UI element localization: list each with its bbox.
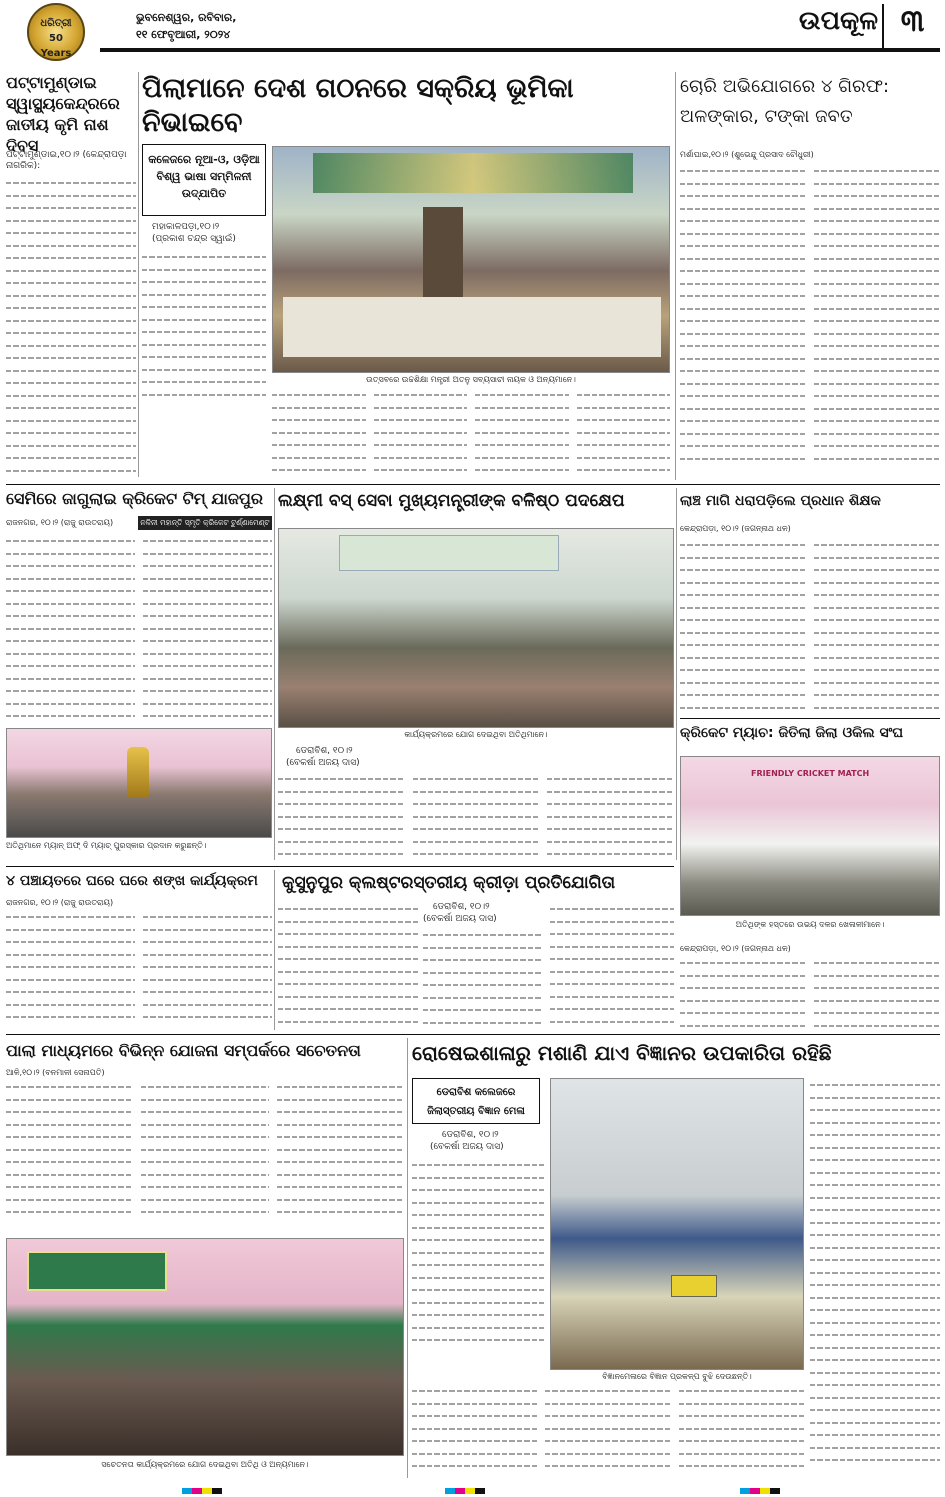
section-title: ଉପକୂଳ [798, 6, 878, 36]
body-text [142, 250, 266, 400]
stage-banner [339, 535, 559, 571]
column-rule [274, 488, 275, 860]
byline: ରାଜନଗର, ୧୦।୨ (ରାଜୁ ରାଉତରାୟ) [6, 518, 114, 527]
page-number: ୩ [900, 4, 925, 39]
photo-caption: ଅତିଥିମାନେ ମ୍ୟାନ୍ ଅଫ୍ ଦି ମ୍ୟାଚ୍ ପୁରସ୍କାର ପ୍ରଦାନ କରୁଛନ୍ତି। [6, 841, 207, 850]
headline: କ୍ରିକେଟ ମ୍ୟାଚ: ଜିତିଲା ଜିଲା ଓକିଲ ସଂଘ [680, 725, 904, 741]
horizontal-rule [680, 718, 940, 719]
byline-2: (ବେକର୍ଷା ଅଜୟ ଦାସ) [423, 914, 497, 924]
byline: ମହାକାଳପଡ଼ା,୧୦।୨ [152, 222, 220, 232]
headline: ସେମିରେ ଜାଗୁଲାଇ କ୍ରିକେଟ ଟିମ୍ ଯାଜପୁର [6, 489, 264, 508]
header-divider [882, 4, 884, 48]
byline: ମର୍ଶାଘାଇ,୧୦।୨ (ଶୁଭେନ୍ଦୁ ପ୍ରସାଦ ଚୌଧୁରୀ) [680, 150, 814, 159]
headline: ଲକ୍ଷ୍ମୀ ବସ୍ ସେବା ମୁଖ୍ୟମନ୍ତ୍ରୀଙ୍କ ବଳିଷ୍ଠ ପଦକ୍ଷେପ [278, 491, 625, 511]
stage-banner [313, 153, 633, 193]
stage-banner [27, 1251, 167, 1291]
subhead: ନଳିନୀ ମହାନ୍ତି ସ୍ମୃତି କ୍ରିକେଟ ଟୁର୍ଣ୍ଣାମେଣ୍ଟ [140, 518, 270, 527]
color-bar [182, 1488, 222, 1494]
byline-2: (ବେକର୍ଷା ଅଜୟ ଦାସ) [430, 1142, 504, 1152]
headline: ୪ ପଞ୍ଚାୟତରେ ଘରେ ଘରେ ଶଙ୍ଖ କାର୍ଯ୍ୟକ୍ରମ [6, 873, 258, 889]
byline: କେନ୍ଦ୍ରାପଡ଼ା, ୧୦।୨ (ଜଗନ୍ନାଥ ଧଳ) [680, 944, 791, 953]
headline: ପାଲା ମାଧ୍ୟମରେ ବିଭିନ୍ନ ଯୋଜନା ସମ୍ପର୍କରେ ସଚେତନତା [6, 1041, 361, 1060]
photo [278, 528, 674, 728]
byline: ଡେରାବିଶ, ୧୦।୨ [433, 902, 490, 912]
body-text [278, 902, 418, 1030]
body-text-3 [810, 1078, 940, 1478]
body-text [278, 772, 674, 862]
body-text [6, 910, 272, 1032]
subhead: ଡେରାବିଶ କଲେଜରେ ଜିଲାସ୍ତରୀୟ ବିଜ୍ଞାନ ମେଳା [427, 1087, 525, 1117]
byline: ରାଜନଗର, ୧୦।୨ (ରାଜୁ ରାଉତରାୟ) [6, 898, 114, 907]
body-text-3 [550, 902, 674, 1030]
body-text-2 [412, 1384, 804, 1478]
article-a9 [278, 870, 674, 1032]
column-rule [676, 488, 677, 860]
article-a1 [6, 72, 136, 482]
headline: ଚୋରି ଅଭିଯୋଗରେ ୪ ଗିରଫ: ଅଳଙ୍କାର, ଟଙ୍କା ଜବତ [680, 76, 890, 127]
article-a11 [412, 1038, 940, 1478]
headline: ରୋଷେଇଶାଳାରୁ ମଶାଣି ଯାଏ ବିଜ୍ଞାନର ଉପକାରିତା ରହିଛି [412, 1041, 832, 1065]
photo-caption: ଉତ୍ସବରେ ଉଚ୍ଚଶିକ୍ଷା ମନ୍ତ୍ରୀ ଅତନୁ ସବ୍ୟସାଚୀ ନାୟକ ଓ ଅନ୍ୟମାନେ। [366, 375, 576, 384]
model-car [671, 1275, 717, 1297]
trophy [127, 747, 149, 797]
headline: କୁସୁନୁପୁର କ୍ଲଷ୍ଟରସ୍ତରୀୟ କ୍ରୀଡ଼ା ପ୍ରତିଯୋଗିତା [282, 873, 616, 893]
color-bar [740, 1488, 780, 1494]
banner-text: FRIENDLY CRICKET MATCH [751, 769, 870, 778]
table [283, 297, 661, 357]
body-text-cols [272, 388, 670, 480]
body-text [680, 164, 940, 479]
byline: ଡେରାବିଶ, ୧୦।୨ [442, 1130, 499, 1140]
dateline-city: ଭୁବନେଶ୍ୱର, ରବିବାର, [136, 11, 237, 24]
body-text [6, 176, 136, 476]
subhead: କଳେଜରେ ନୂଆ-ଓ, ଓଡ଼ିଆ ବିଶ୍ୱ ଭାଷା ସମ୍ମିଳନୀ ଉଦ୍‌ଯାପିତ [148, 153, 260, 200]
article-a8 [6, 870, 272, 1032]
body-text [6, 1080, 404, 1234]
subhead-box [138, 516, 272, 530]
column-rule [274, 870, 275, 1030]
article-a10 [6, 1038, 404, 1478]
body-text [412, 1158, 544, 1348]
subhead-box [412, 1078, 540, 1124]
color-bar [445, 1488, 485, 1494]
byline: କେନ୍ଦ୍ରାପଡ଼ା, ୧୦।୨ (ଜଗନ୍ନାଥ ଧଳ) [680, 524, 791, 533]
byline: ଆଳି,୧୦।୨ (ବନମାଳୀ ସେନାପତି) [6, 1068, 105, 1077]
column-rule [138, 72, 139, 477]
photo-caption: ବିଜ୍ଞାନମେଳାରେ ବିଜ୍ଞାନ ପ୍ରକଳ୍ପ ବୁଝି ଦେଉଛନ୍ତି। [602, 1372, 752, 1381]
horizontal-rule [6, 1034, 940, 1035]
column-rule [675, 72, 676, 480]
subhead-box [142, 144, 266, 216]
dateline [136, 9, 296, 43]
masthead [0, 0, 945, 62]
article-a5 [278, 488, 674, 863]
body-text-2 [423, 928, 543, 1030]
column-rule [407, 1038, 408, 1478]
photo [6, 728, 272, 838]
photo [6, 1238, 404, 1456]
headline: ପଟ୍ଟାମୁଣ୍ଡାଇ ସ୍ୱାସ୍ଥ୍ୟକେନ୍ଦ୍ରରେ ଜାତୀୟ କୃମି ନାଶ ଦିବସ [6, 73, 120, 155]
headline: ପିଲାମାନେ ଦେଶ ଗଠନରେ ସକ୍ରିୟ ଭୂମିକା ନିଭାଇବେ [142, 73, 574, 138]
body-text [680, 538, 940, 718]
dateline-date: ୧୧ ଫେବୃଆରୀ, ୨୦୨୪ [136, 28, 231, 41]
logo-text: ଧରିତ୍ରୀ 50 Years [40, 18, 72, 59]
horizontal-rule [6, 484, 940, 485]
masthead-rule [100, 48, 940, 52]
photo-caption: ସଚେତନତା କାର୍ଯ୍ୟକ୍ରମରେ ଯୋଗ ଦେଇଥିବା ଅତିଥି ଓ ଅନ୍ୟମାନେ। [101, 1460, 309, 1469]
headline: ଲାଞ୍ଚ ମାଗି ଧରାପଡ଼ିଲେ ପ୍ରଧାନ ଶିକ୍ଷକ [680, 493, 881, 509]
photo [550, 1078, 804, 1370]
byline: ପଟ୍ଟାମୁଣ୍ଡାଇ,୧୦।୨ (କେନ୍ଦ୍ରାପଡ଼ା ନାଗରିକ): [6, 150, 127, 171]
photo-caption: ଅତିଥିଙ୍କ ହସ୍ତରେ ଉଭୟ ଦଳର ଖେଳାଳୀମାନେ। [735, 920, 885, 929]
article-a6 [680, 490, 940, 715]
body-text [680, 956, 940, 1032]
horizontal-rule [6, 866, 674, 867]
byline-2: (ପ୍ରକାଶ ଚନ୍ଦ୍ର ସ୍ୱାଇଁ) [152, 234, 236, 244]
article-a2 [142, 68, 672, 483]
logo [27, 3, 85, 61]
photo-caption: କାର୍ଯ୍ୟକ୍ରମରେ ଯୋଗ ଦେଇଥିବା ଅତିଥିମାନେ। [404, 730, 548, 739]
byline-2: (ବେକର୍ଷା ଅଜୟ ଦାସ) [286, 758, 360, 768]
photo [272, 146, 670, 373]
article-a7 [680, 722, 940, 1032]
article-a4 [6, 488, 272, 863]
photo [680, 756, 940, 916]
print-marks [0, 1484, 945, 1497]
article-a3 [680, 72, 940, 482]
byline: ଡେରାବିଶ, ୧୦।୨ [296, 746, 353, 756]
